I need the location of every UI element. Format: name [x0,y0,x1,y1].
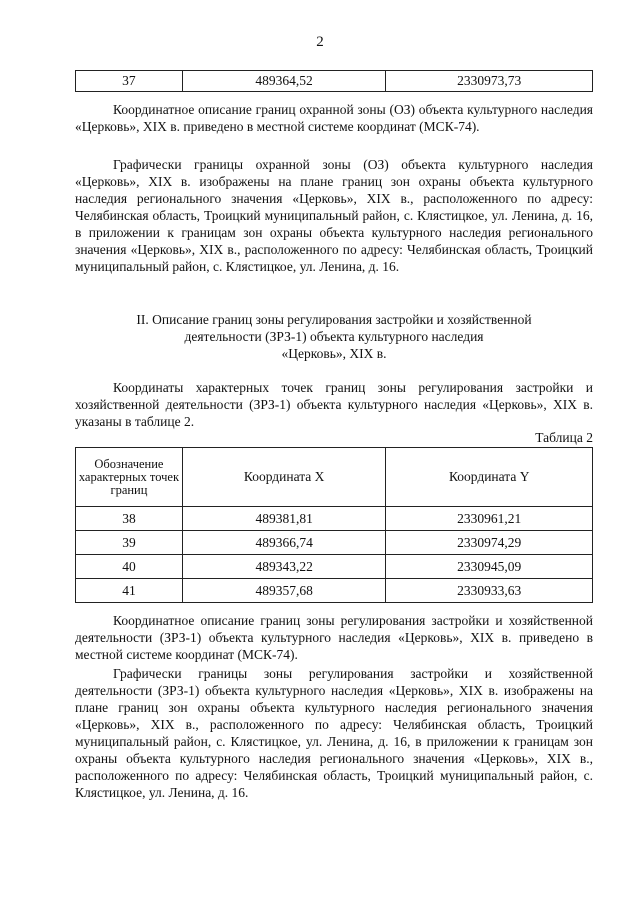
table-row [76,71,593,92]
point-number-cell: 41 [76,579,183,603]
paragraph-oz-graphics: Графически границы охранной зоны (ОЗ) объекта культурного наследия «Церковь», XIX в. изображены на плане границ зон охраны объекта культурного наследия регионального значения «Церковь», XIX в., расположенного по адресу: Челябинская область, Троицкий муниципальный район, с. Клястицкое, ул. Ленина, д. 16, в приложении к границам зон охраны объекта культурного наследия регионального значения «Церковь», XIX в., расположенного по адресу: Челябинская область, Троицкий муниципальный район, с. Клястицкое, ул. Ленина, д. 16. [75,157,593,274]
table-title: Таблица 2 [535,430,593,445]
column-header-x: Координата X [182,448,386,507]
point-number-cell: 38 [76,507,183,531]
coord-y-cell: 2330933,63 [386,579,593,603]
table-row [76,555,593,579]
coordinates-table-2 [75,447,593,603]
paragraph-oz-coordinates: Координатное описание границ охранной зоны (ОЗ) объекта культурного наследия «Церковь», XIX в. приведено в местной системе координат (МСК-74). [75,102,593,134]
point-number-cell: 40 [76,555,183,579]
column-header-point: Обозначение характерных точек границ [76,448,183,507]
paragraph-zrz-graphics: Графически границы зоны регулирования застройки и хозяйственной деятельности (ЗРЗ-1) объекта культурного наследия «Церковь», XIX в. изображены на плане границ зон охраны объекта культурного наследия регионального значения «Церковь», XIX в., расположенного по адресу: Челябинская область, Троицкий муниципальный район, с. Клястицкое, ул. Ленина, д. 16, в приложении к границам зон охраны объекта культурного наследия регионального значения «Церковь», XIX в., расположенного по адресу: Челябинская область, Троицкий муниципальный район, с. Клястицкое, ул. Ленина, д. 16. [75,666,593,800]
coord-x-cell: 489381,81 [182,507,386,531]
section-heading-line: деятельности (ЗРЗ-1) объекта культурного наследия [184,329,484,344]
paragraph-zrz-table-intro: Координаты характерных точек границ зоны регулирования застройки и хозяйственной деятельности (ЗРЗ-1) объекта культурного наследия «Церковь», XIX в. указаны в таблице 2. [75,380,593,429]
table-row [76,531,593,555]
section-heading [75,311,593,362]
table-row [76,507,593,531]
coord-x-cell: 489366,74 [182,531,386,555]
coord-y-cell: 2330974,29 [386,531,593,555]
coord-x-cell: 489343,22 [182,555,386,579]
coordinates-table-1-continued [75,70,593,92]
coord-y-cell: 2330973,73 [386,71,593,92]
point-number-cell: 37 [76,71,183,92]
column-header-y: Координата Y [386,448,593,507]
table-header-row [76,448,593,507]
point-number-cell: 39 [76,531,183,555]
coord-y-cell: 2330961,21 [386,507,593,531]
coord-y-cell: 2330945,09 [386,555,593,579]
paragraph-zrz-coordinates: Координатное описание границ зоны регулирования застройки и хозяйственной деятельности (ЗРЗ-1) объекта культурного наследия «Церковь», XIX в. приведено в местной системе координат (МСК-74). [75,613,593,662]
coord-x-cell: 489357,68 [182,579,386,603]
page-number: 2 [316,34,324,50]
table-row [76,579,593,603]
coord-x-cell: 489364,52 [182,71,386,92]
section-heading-line: «Церковь», XIX в. [281,346,387,361]
section-heading-line: II. Описание границ зоны регулирования застройки и хозяйственной [136,312,532,327]
